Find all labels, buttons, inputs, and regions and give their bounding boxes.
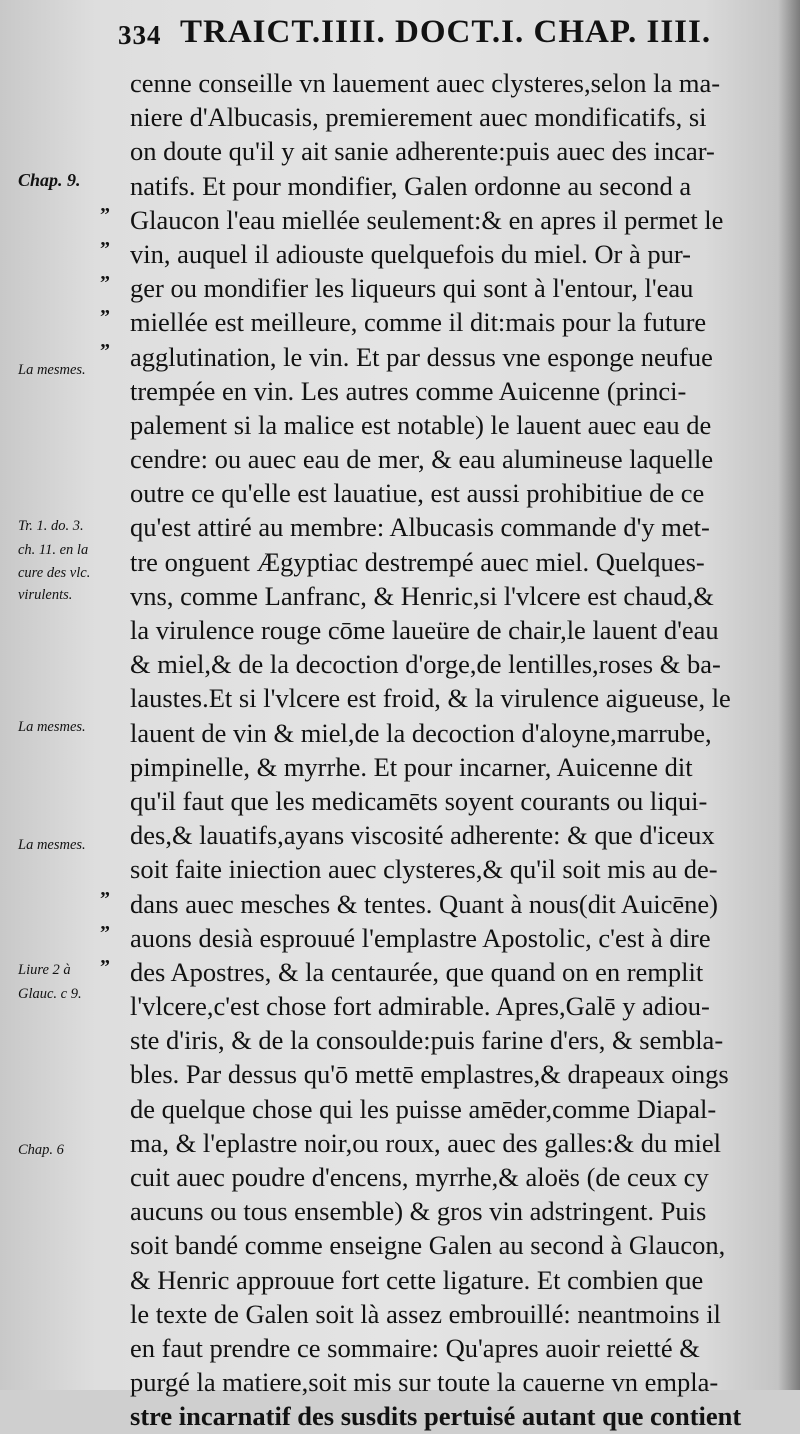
margin-note-la-mesmes: La mesmes. — [18, 837, 86, 853]
text-line: aucuns ou tous ensemble) & gros vin adstringent. Puis — [130, 1196, 707, 1227]
margin-note-liure: Liure 2 à — [18, 962, 71, 978]
text-line: auons desià esprouué l'emplastre Apostolic, c'est à dire — [130, 922, 711, 953]
text-line: ste d'iris, & de la consoulde:puis farine d'ers, & sembla- — [130, 1025, 724, 1056]
text-line: bles. Par dessus qu'ō mettē emplastres,& drapeaux oings — [130, 1059, 729, 1090]
quote-mark: ” — [100, 238, 110, 260]
body-text — [130, 66, 750, 1434]
text-line: palement si la malice est notable) le lauent auec eau de — [130, 409, 712, 440]
quote-mark: ” — [100, 204, 110, 226]
text-line: dans auec mesches & tentes. Quant à nous(dit Auicēne) — [130, 888, 718, 919]
quote-mark: ” — [100, 922, 110, 944]
text-line: cuit auec poudre d'encens, myrrhe,& aloës (de ceux cy — [130, 1162, 709, 1192]
text-line: des Apostres, & la centaurée, que quand on en remplit — [130, 956, 704, 987]
text-line: agglutination, le vin. Et par dessus vne esponge neufue — [130, 341, 713, 372]
page-number: 334 — [118, 20, 162, 50]
quote-mark: ” — [100, 306, 110, 328]
quote-mark: ” — [100, 888, 110, 910]
text-line: qu'il faut que les medicamēts soyent courants ou liqui- — [130, 785, 708, 816]
margin-note-traicte: virulents. — [18, 587, 73, 603]
margin-note-la-mesmes: La mesmes. — [18, 362, 86, 378]
text-line: l'vlcere,c'est chose fort admirable. Apres,Galē y adiou- — [130, 991, 710, 1022]
text-line: lauent de vin & miel,de la decoction d'aloyne,marrube, — [130, 717, 712, 748]
margin-note-la-mesmes: La mesmes. — [18, 719, 86, 735]
text-line: stre incarnatif des susdits pertuisé autant que contient — [130, 1401, 742, 1432]
margin-note-chap9: Chap. 9. — [18, 170, 81, 190]
text-line: vin, auquel il adiouste quelquefois du miel. Or à pur- — [130, 238, 691, 269]
margin-note-traicte: cure des vlc. — [18, 565, 91, 581]
text-line: en faut prendre ce sommaire: Qu'apres auoir reietté & — [130, 1332, 700, 1363]
text-line: on doute qu'il y ait sanie adherente:puis auec des incar- — [130, 136, 715, 167]
text-line: outre ce qu'elle est lauatiue, est aussi prohibitiue de ce — [130, 478, 705, 509]
text-line: niere d'Albucasis, premierement auec mondificatifs, si — [130, 102, 707, 133]
text-line: natifs. Et pour mondifier, Galen ordonne au second a — [130, 170, 692, 201]
text-line: soit bandé comme enseigne Galen au second à Glaucon, — [130, 1230, 726, 1261]
text-line: tre onguent Ægyptiac destrempé auec miel. Quelques- — [130, 546, 705, 577]
text-line: le texte de Galen soit là assez embrouillé: neantmoins il — [130, 1298, 721, 1329]
text-line: & miel,& de la decoction d'orge,de lentilles,roses & ba- — [130, 649, 721, 680]
text-line: Glaucon l'eau miellée seulement:& en apres il permet le — [130, 204, 724, 235]
text-line: pimpinelle, & myrrhe. Et pour incarner, Auicenne dit — [130, 751, 693, 782]
margin-note-liure: Glauc. c 9. — [18, 986, 82, 1002]
text-line: & Henric approuue fort cette ligature. Et combien que — [130, 1264, 704, 1295]
text-line: des,& lauatifs,ayans viscosité adherente: & que d'iceux — [130, 820, 715, 851]
quote-mark: ” — [100, 272, 110, 294]
text-line: de quelque chose qui les puisse amēder,comme Diapal- — [130, 1093, 717, 1124]
margin-note-traicte: ch. 11. en la — [18, 542, 89, 558]
margin-note-traicte: Tr. 1. do. 3. — [18, 518, 84, 534]
text-line: la virulence rouge cōme laueüre de chair,le lauent d'eau — [130, 615, 719, 645]
text-line: vns, comme Lanfranc, & Henric,si l'vlcere est chaud,& — [130, 580, 714, 611]
header-title: TRAICT.IIII. DOCT.I. CHAP. IIII. — [180, 14, 712, 50]
text-line: miellée est meilleure, comme il dit:mais pour la future — [130, 307, 707, 338]
margin-note-chap6: Chap. 6 — [18, 1142, 64, 1158]
quote-mark: ” — [100, 340, 110, 362]
text-line: cenne conseille vn lauement auec clysteres,selon la ma- — [130, 68, 721, 98]
text-line: trempée en vin. Les autres comme Auicenne (princi- — [130, 375, 687, 406]
text-line: ma, & l'eplastre noir,ou roux, auec des galles:& du miel — [130, 1127, 721, 1158]
text-line: cendre: ou auec eau de mer, & eau alumineuse laquelle — [130, 444, 714, 475]
running-header — [118, 14, 758, 64]
text-line: soit faite iniection auec clysteres,& qu'il soit mis au de- — [130, 854, 718, 885]
quote-mark: ” — [100, 956, 110, 978]
text-line: qu'est attiré au membre: Albucasis commande d'y met- — [130, 512, 710, 543]
text-line: laustes.Et si l'vlcere est froid, & la virulence aigueuse, le — [130, 683, 731, 714]
text-line: ger ou mondifier les liqueurs qui sont à l'entour, l'eau — [130, 273, 694, 304]
text-line: purgé la matiere,soit mis sur toute la cauerne vn empla- — [130, 1367, 719, 1398]
